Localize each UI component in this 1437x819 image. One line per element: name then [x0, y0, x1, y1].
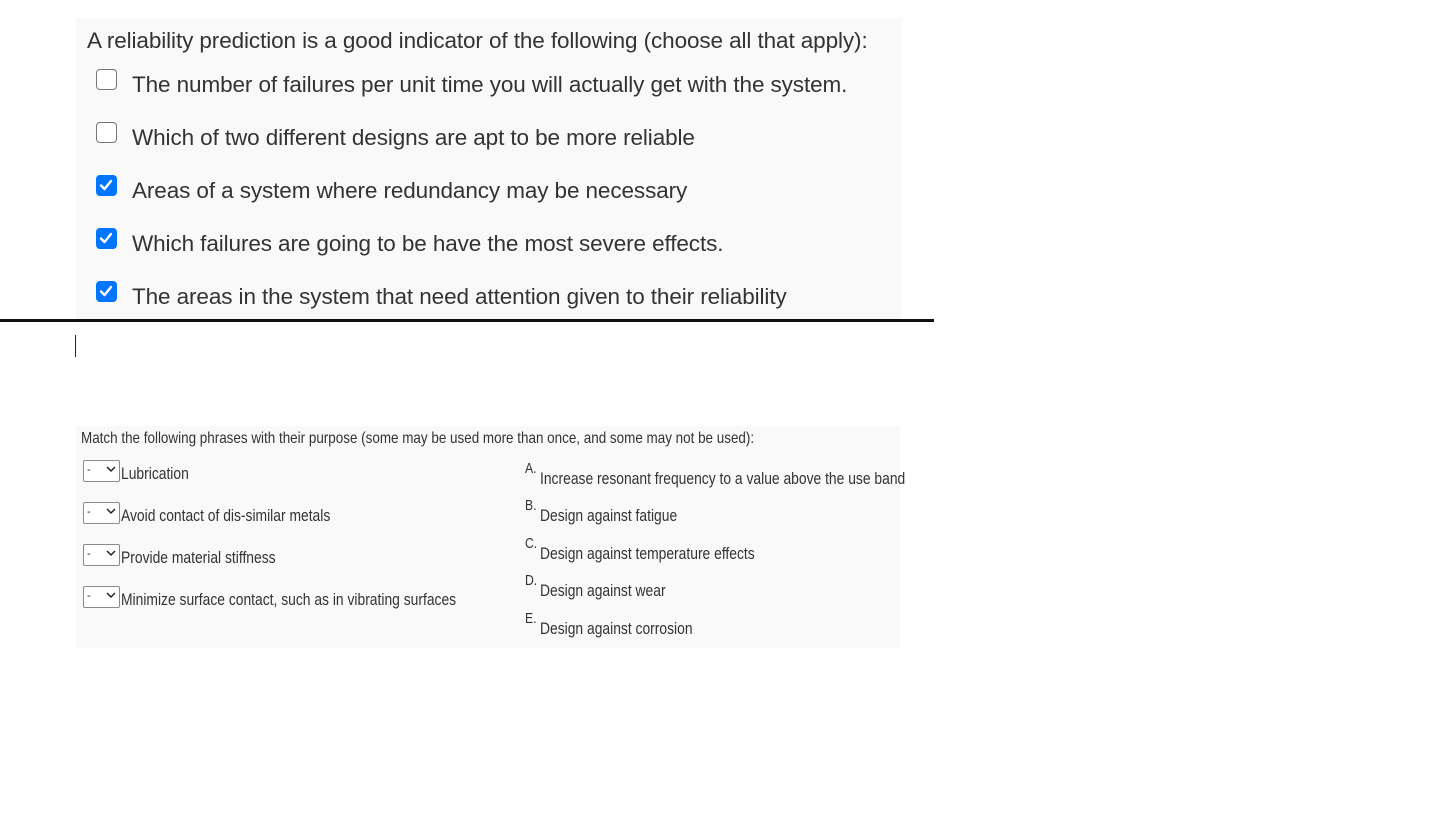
option-severe-effects[interactable]: [96, 228, 896, 258]
question-2-prompt: Match the following phrases with their purpose (some may be used more than once, and some may not be used):: [81, 430, 755, 447]
checkmark-icon: [99, 231, 113, 245]
answer-a: [525, 461, 905, 489]
checkbox[interactable]: [96, 122, 117, 143]
phrase-label: Avoid contact of dis-similar metals: [121, 507, 331, 525]
checkbox[interactable]: [96, 69, 117, 90]
select-value: -: [87, 590, 91, 602]
chevron-down-icon: [106, 591, 116, 599]
option-label: Which of two different designs are apt to be more reliable: [132, 125, 695, 150]
option-label: Areas of a system where redundancy may be necessary: [132, 178, 688, 203]
match-row-material-stiffness: [83, 544, 503, 568]
answer-letter: D.: [525, 573, 538, 589]
answer-text: Increase resonant frequency to a value above the use band: [540, 470, 906, 488]
match-select[interactable]: [83, 544, 120, 566]
match-select[interactable]: [83, 502, 120, 524]
question-1-prompt: A reliability prediction is a good indicator of the following (choose all that apply):: [87, 28, 868, 53]
checkmark-icon: [99, 284, 113, 298]
option-label: Which failures are going to be have the most severe effects.: [132, 231, 724, 256]
answer-letter: C.: [525, 536, 538, 552]
answer-text: Design against fatigue: [540, 507, 678, 525]
question-1-panel: [76, 18, 902, 320]
checkbox-checked[interactable]: [96, 228, 117, 249]
checkmark-icon: [99, 178, 113, 192]
phrase-label: Minimize surface contact, such as in vibrating surfaces: [121, 591, 457, 609]
option-label: The number of failures per unit time you will actually get with the system.: [132, 72, 848, 97]
answer-letter: E.: [525, 611, 537, 627]
question-2-panel: [76, 426, 906, 648]
text-cursor: [75, 335, 76, 357]
answer-c: [525, 536, 905, 564]
answer-d: [525, 573, 905, 601]
answer-letter: B.: [525, 498, 537, 514]
match-row-lubrication: [83, 460, 503, 484]
option-failures-per-unit-time[interactable]: [96, 69, 896, 99]
phrase-label: Lubrication: [121, 465, 189, 483]
option-redundancy-areas[interactable]: [96, 175, 896, 205]
checkbox-checked[interactable]: [96, 281, 117, 302]
chevron-down-icon: [106, 507, 116, 515]
option-areas-needing-attention[interactable]: [96, 281, 896, 311]
match-row-dissimilar-metals: [83, 502, 503, 526]
match-row-surface-contact: [83, 586, 503, 610]
option-two-designs[interactable]: [96, 122, 896, 152]
chevron-down-icon: [106, 549, 116, 557]
answer-text: Design against wear: [540, 582, 666, 600]
answer-text: Design against corrosion: [540, 620, 693, 638]
select-value: -: [87, 506, 91, 518]
answer-b: [525, 498, 905, 526]
answer-text: Design against temperature effects: [540, 545, 755, 563]
match-select[interactable]: [83, 460, 120, 482]
match-select[interactable]: [83, 586, 120, 608]
select-value: -: [87, 548, 91, 560]
answer-letter: A.: [525, 461, 537, 477]
checkbox-checked[interactable]: [96, 175, 117, 196]
answer-e: [525, 611, 905, 639]
option-label: The areas in the system that need attention given to their reliability: [132, 284, 787, 309]
divider-line: [0, 319, 934, 322]
phrase-label: Provide material stiffness: [121, 549, 276, 567]
select-value: -: [87, 464, 91, 476]
chevron-down-icon: [106, 465, 116, 473]
